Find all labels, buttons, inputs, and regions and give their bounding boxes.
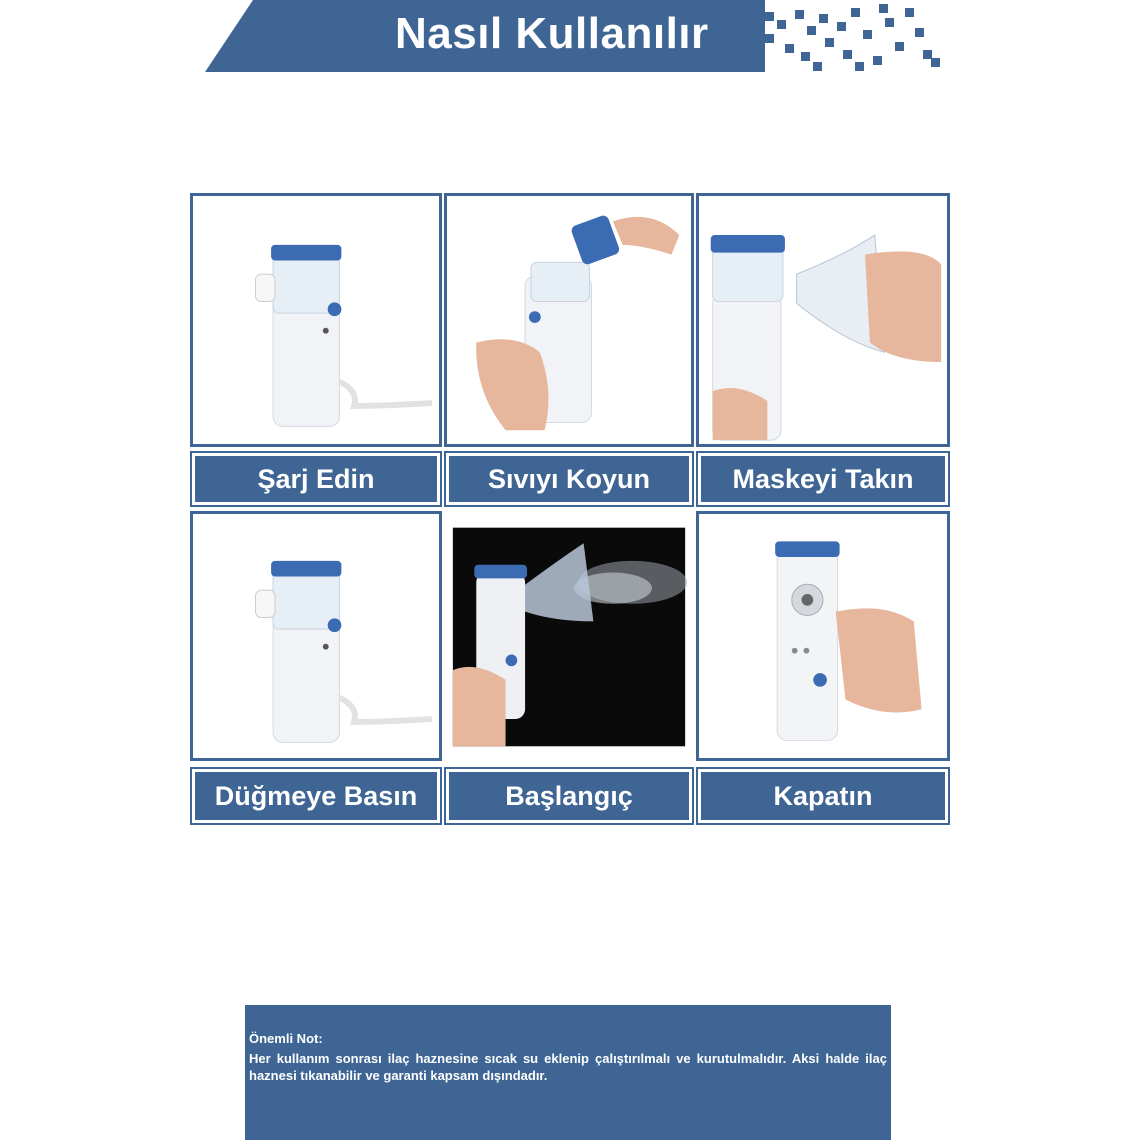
- important-note-box: [245, 1005, 891, 1140]
- nebulizer-open-lid-icon: [447, 196, 691, 444]
- note-title: Önemli Not:: [249, 1031, 323, 1046]
- step-1-image: [190, 193, 442, 447]
- step-2-label: Sıvıyı Koyun: [446, 453, 692, 505]
- step-3-image: [696, 193, 950, 447]
- step-5-image: [444, 511, 694, 761]
- note-text: Her kullanım sonrası ilaç haznesine sıcak su eklenip çalıştırılmalı ve kurutulmalıdır. Aksi halde ilaç haznesi tıkanabilir ve garanti kapsam dışındadır.: [249, 1051, 887, 1083]
- step-2-image: [444, 193, 694, 447]
- nebulizer-mist-icon: [447, 514, 691, 758]
- step-6-label: Kapatın: [698, 769, 948, 823]
- step-4-label: Düğmeye Basın: [192, 769, 440, 823]
- step-3-label: Maskeyi Takın: [698, 453, 948, 505]
- step-4-image: [190, 511, 442, 761]
- steps-grid: [190, 193, 950, 829]
- nebulizer-charging-icon: [193, 514, 439, 758]
- step-5-label: Başlangıç: [446, 769, 692, 823]
- page-title: Nasıl Kullanılır: [395, 9, 709, 58]
- nebulizer-handheld-icon: [699, 514, 947, 758]
- nebulizer-mask-icon: [699, 196, 947, 444]
- step-1-label: Şarj Edin: [192, 453, 440, 505]
- nebulizer-charging-icon: [193, 196, 439, 444]
- step-6-image: [696, 511, 950, 761]
- pixel-pattern-decoration: [755, 0, 945, 72]
